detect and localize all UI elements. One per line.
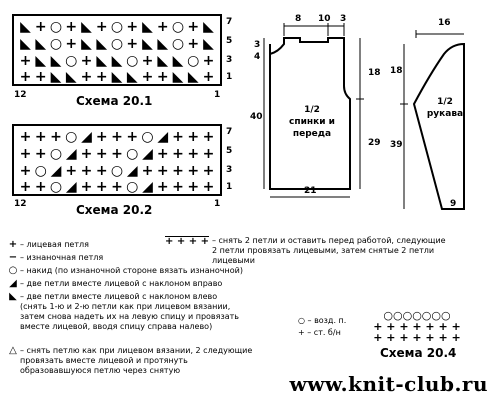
- legend-text: – снять петлю как при лицевом вязании, 2 следующие провязать вместе лицевой и протянуть образовавшуюся петлю через снятую: [20, 346, 253, 375]
- schema-20-4-caption: Схема 20.4: [380, 346, 457, 360]
- stitch-symbol: +: [19, 179, 32, 195]
- stitch-symbol: ◢: [65, 179, 77, 195]
- stitch-symbol: ◣: [20, 19, 31, 35]
- legend-purl: [6, 253, 103, 263]
- stitch-symbol: ◣: [20, 36, 31, 52]
- stitch-symbol: ◣: [65, 69, 77, 85]
- stitch-symbol: +: [187, 163, 200, 179]
- stitch-symbol: +: [80, 69, 93, 85]
- stitch-symbol: ○: [65, 129, 78, 145]
- legend-text: – две петли вместе лицевой с наклоном влево (снять 1-ю и 2-ю петли как при лицевом вязании, затем снова надеть их на левую спицу и провязать вместе лицевой, вводя спицу справа налево): [20, 292, 239, 331]
- legend-sk2po: [6, 346, 252, 376]
- crochet-chart: [372, 310, 462, 343]
- crochet-legend-item: ○ – возд. п.: [298, 316, 347, 325]
- schema-20-1-row-number: 1: [226, 72, 233, 82]
- legend-knit: [6, 240, 89, 250]
- stitch-symbol: +: [187, 146, 200, 162]
- stitch-symbol: +: [156, 179, 169, 195]
- stitch-symbol: +: [187, 36, 200, 52]
- stitch-symbol: +: [202, 146, 215, 162]
- stitch-symbol: ○: [49, 146, 63, 162]
- schema-20-1-left-label: 12: [14, 90, 27, 100]
- stitch-symbol: +: [111, 146, 123, 162]
- sleeve-left-dim: 39: [390, 140, 403, 150]
- stitch-symbol: +: [126, 129, 139, 145]
- legend-text: – изнаночная петля: [20, 253, 104, 262]
- site-watermark: www.knit-club.ru: [289, 372, 488, 396]
- schema-20-2-row: [18, 179, 216, 195]
- back-right-dim: 18: [368, 68, 381, 78]
- stitch-symbol: ○: [49, 179, 63, 195]
- stitch-symbol: ◣: [35, 36, 47, 52]
- sleeve-top-dim: 16: [438, 18, 451, 28]
- stitch-symbol: ◣: [96, 36, 108, 52]
- schema-20-2-left-label: 12: [14, 199, 27, 209]
- stitch-symbol: +: [172, 179, 184, 195]
- back-top-dim: 10: [318, 14, 331, 24]
- schema-20-1-row: [18, 36, 216, 52]
- schema-20-2-row-number: 7: [226, 127, 233, 137]
- stitch-symbol: +: [111, 179, 123, 195]
- stitch-symbol: +: [202, 179, 215, 195]
- stitch-symbol: +: [34, 129, 47, 145]
- stitch-symbol: +: [95, 129, 108, 145]
- stitch-symbol: +: [126, 36, 139, 52]
- stitch-symbol: +: [156, 19, 169, 35]
- stitch-symbol: ◣: [142, 36, 153, 52]
- legend-k2tog-right: [6, 279, 222, 289]
- stitch-symbol: +: [202, 129, 215, 145]
- stitch-symbol: ◢: [81, 129, 92, 145]
- stitch-symbol: +: [95, 163, 108, 179]
- stitch-symbol: +: [19, 129, 32, 145]
- crochet-chart-row: ○○○○○○○: [383, 309, 451, 322]
- stitch-symbol: ◣: [142, 19, 153, 35]
- sleeve-label: 1/2 рукава: [426, 97, 464, 119]
- stitch-symbol: ○: [187, 53, 200, 69]
- stitch-symbol: +: [19, 53, 32, 69]
- stitch-symbol: ◣: [81, 19, 92, 35]
- back-top-dim: 3: [340, 14, 347, 24]
- stitch-symbol: ◣: [203, 19, 214, 35]
- crochet-chart-row: + + + + + + +: [373, 331, 461, 344]
- stitch-symbol: ○: [110, 163, 124, 179]
- stitch-symbol: ◣: [157, 36, 169, 52]
- stitch-symbol: ◣: [35, 53, 47, 69]
- stitch-symbol: ○: [65, 53, 78, 69]
- stitch-symbol: ◣: [81, 36, 92, 52]
- stitch-symbol: ◣: [187, 69, 199, 85]
- stitch-symbol: +: [172, 163, 184, 179]
- stitch-symbol: ○: [110, 36, 124, 52]
- stitch-symbol: +: [156, 163, 169, 179]
- stitch-symbol: +: [202, 69, 215, 85]
- stitch-symbol: +: [65, 36, 78, 52]
- stitch-symbol: +: [202, 163, 215, 179]
- legend-cable: [165, 236, 497, 266]
- stitch-symbol: +: [126, 19, 139, 35]
- schema-20-1-row-number: 7: [226, 17, 233, 27]
- schema-20-2-row-number: 1: [226, 182, 233, 192]
- stitch-symbol: +: [95, 146, 108, 162]
- stitch-symbol: ◣: [172, 53, 184, 69]
- stitch-symbol: +: [80, 53, 93, 69]
- stitch-symbol: ◢: [142, 179, 153, 195]
- stitch-symbol: ○: [49, 19, 63, 35]
- stitch-symbol: ◣: [172, 69, 184, 85]
- legend-k2tog-left: [6, 292, 239, 332]
- stitch-symbol: +: [34, 179, 47, 195]
- stitch-symbol: ◢: [157, 129, 169, 145]
- legend-yarn-over: [6, 266, 243, 276]
- legend-text: – накид (по изнаночной стороне вязать изнаночной): [20, 266, 243, 275]
- stitch-symbol: +: [187, 179, 200, 195]
- schema-20-1-row: [18, 69, 216, 85]
- k2tog-left-icon: ◣: [9, 291, 17, 302]
- stitch-symbol: +: [111, 129, 123, 145]
- stitch-symbol: +: [156, 146, 169, 162]
- knit-stitch-icon: +: [8, 239, 18, 250]
- stitch-symbol: ○: [126, 53, 139, 69]
- stitch-symbol: +: [141, 53, 154, 69]
- stitch-symbol: +: [80, 146, 93, 162]
- schema-20-1-caption: Схема 20.1: [76, 94, 153, 108]
- sk2po-icon: △: [9, 345, 17, 356]
- back-left-dim: 4: [254, 52, 261, 62]
- crochet-legend: [298, 315, 346, 339]
- stitch-symbol: +: [187, 129, 200, 145]
- stitch-symbol: ◣: [157, 53, 169, 69]
- crochet-chart-row: + + + + + + +: [373, 320, 461, 333]
- stitch-symbol: +: [141, 69, 154, 85]
- stitch-symbol: ◢: [65, 146, 77, 162]
- schema-20-1-row-number: 3: [226, 55, 233, 65]
- stitch-symbol: +: [34, 19, 47, 35]
- legend-text: – снять 2 петли и оставить перед работой, следующие 2 петли провязать лицевыми, затем снятые 2 петли лицевыми: [211, 236, 446, 265]
- stitch-symbol: +: [95, 69, 108, 85]
- stitch-symbol: +: [202, 53, 215, 69]
- stitch-symbol: +: [95, 19, 108, 35]
- sleeve-left-dim: 18: [390, 66, 403, 76]
- yarn-over-icon: ○: [8, 265, 18, 276]
- stitch-symbol: +: [80, 179, 93, 195]
- stitch-symbol: +: [172, 129, 184, 145]
- cable-icon: + + + +: [165, 236, 209, 266]
- stitch-symbol: ○: [34, 163, 47, 179]
- stitch-symbol: +: [19, 163, 32, 179]
- schema-20-1-right-label: 1: [214, 90, 221, 100]
- schema-20-2-row-number: 3: [226, 165, 233, 175]
- stitch-symbol: ◢: [142, 146, 153, 162]
- stitch-symbol: +: [65, 19, 78, 35]
- schema-20-2-row: [18, 163, 216, 179]
- back-right-dim: 29: [368, 138, 381, 148]
- schema-20-1-row: [18, 19, 216, 35]
- back-top-dim: 8: [295, 14, 302, 24]
- stitch-symbol: ◣: [126, 69, 138, 85]
- schema-20-1-row: [18, 53, 216, 69]
- crochet-legend-item: + – ст. б/н: [298, 328, 341, 337]
- stitch-symbol: +: [34, 146, 47, 162]
- purl-stitch-icon: −: [8, 252, 18, 263]
- stitch-symbol: ○: [126, 146, 139, 162]
- k2tog-right-icon: ◢: [9, 278, 17, 289]
- stitch-symbol: +: [65, 163, 78, 179]
- stitch-symbol: +: [19, 146, 32, 162]
- schema-20-2-right-label: 1: [214, 199, 221, 209]
- stitch-symbol: +: [80, 163, 93, 179]
- stitch-symbol: +: [95, 179, 108, 195]
- sleeve-bottom-dim: 9: [450, 199, 457, 209]
- schema-20-2-caption: Схема 20.2: [76, 203, 153, 217]
- stitch-symbol: ◣: [111, 53, 123, 69]
- stitch-symbol: ○: [126, 179, 139, 195]
- stitch-symbol: ◣: [50, 53, 62, 69]
- back-left-dim: 40: [250, 112, 263, 122]
- back-left-dim: 3: [254, 40, 261, 50]
- stitch-symbol: +: [34, 69, 47, 85]
- schema-20-2-row: [18, 129, 216, 145]
- schema-20-1-row-number: 5: [226, 36, 233, 46]
- stitch-symbol: ○: [110, 19, 124, 35]
- stitch-symbol: ◢: [126, 163, 138, 179]
- stitch-symbol: ○: [141, 129, 154, 145]
- legend-text: – лицевая петля: [20, 240, 89, 249]
- stitch-symbol: ◣: [111, 69, 123, 85]
- stitch-symbol: +: [156, 69, 169, 85]
- stitch-symbol: ◢: [50, 163, 62, 179]
- stitch-symbol: ◣: [203, 36, 214, 52]
- stitch-symbol: +: [19, 69, 32, 85]
- back-bottom-dim: 21: [304, 186, 317, 196]
- legend-text: – две петли вместе лицевой с наклоном вправо: [20, 279, 223, 288]
- stitch-symbol: +: [141, 163, 154, 179]
- stitch-symbol: ◣: [50, 69, 62, 85]
- stitch-symbol: ◣: [96, 53, 108, 69]
- schema-20-2-row-number: 5: [226, 146, 233, 156]
- stitch-symbol: +: [172, 146, 184, 162]
- schema-20-1-grid: [12, 14, 222, 86]
- stitch-symbol: +: [187, 19, 200, 35]
- schema-20-2-row: [18, 146, 216, 162]
- stitch-symbol: +: [50, 129, 62, 145]
- stitch-symbol: ○: [171, 36, 185, 52]
- schema-20-2-grid: [12, 124, 222, 196]
- stitch-symbol: ○: [49, 36, 63, 52]
- back-front-label: 1/2 спинки и переда: [289, 105, 335, 139]
- stitch-symbol: ○: [171, 19, 185, 35]
